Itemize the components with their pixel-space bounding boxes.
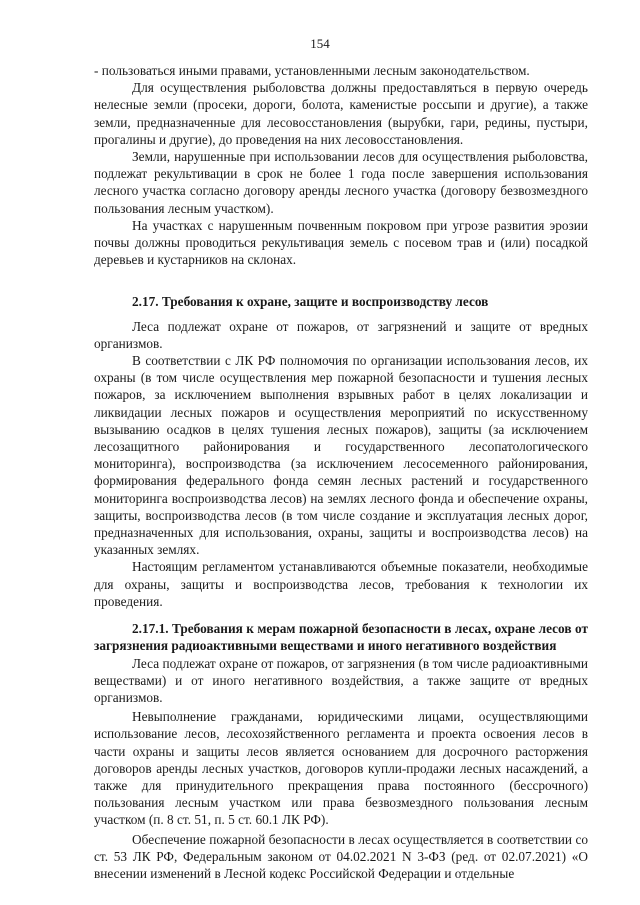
section-heading-2-17-1: 2.17.1. Требования к мерам пожарной безопасности в лесах, охране лесов от загрязнения радиоактивными веществами и иного негативного воздействия (94, 621, 588, 654)
paragraph: Невыполнение гражданами, юридическими лицами, осуществляющими использование лесов, лесохозяйственного регламента и проекта освоения лесов в части охраны и защиты лесов является основанием для досрочного расторжения договоров аренды лесных участков, договоров купли-продажи лесных насаждений, а также для принудительного прекращения права постоянного (бессрочного) пользования лесным участком или права безвозмездного пользования лесным участком (п. 8 ст. 51, п. 5 ст. 60.1 ЛК РФ). (94, 709, 588, 828)
document-body (94, 62, 588, 882)
paragraph: Обеспечение пожарной безопасности в лесах осуществляется в соответствии со ст. 53 ЛК РФ, Федеральным законом от 04.02.2021 N 3-ФЗ (ред. от 02.07.2021) «О внесении изменений в Лесной кодекс Российской Федерации и отдельные (94, 831, 588, 881)
paragraph: Леса подлежат охране от пожаров, от загрязнений и защите от вредных организмов. (94, 318, 588, 351)
paragraph: На участках с нарушенным почвенным покровом при угрозе развития эрозии почвы должны проводиться рекультивация земель с посевом трав и (или) посадкой деревьев и кустарников на склонах. (94, 217, 588, 268)
paragraph: Для осуществления рыболовства должны предоставляться в первую очередь нелесные земли (просеки, дороги, болота, каменистые россыпи и другие), а также земли, предназначенные для лесовосстановления (вырубки, гари, редины, пустыри, прогалины и другие), до проведения на них лесовосстановления. (94, 80, 588, 147)
paragraph: В соответствии с ЛК РФ полномочия по организации использования лесов, их охраны (в том числе осуществления мер пожарной безопасности и тушения лесных пожаров, за исключением выполнения взрывных работ в целях локализации и ликвидации лесных пожаров и осуществления мероприятий по искусственному вызыванию осадков в целях тушения лесных пожаров), защиты (за исключением лесозащитного районирования и государственного лесопатологического мониторинга), воспроизводства (за исключением лесосеменного районирования, формирования федерального фонда семян лесных растений и государственного мониторинга воспроизводства лесов) на землях лесного фонда и обеспечение охраны, защиты, воспроизводства лесов (в том числе создание и эксплуатация лесных дорог, предназначенных для использования, охраны, защиты и воспроизводства лесов) на указанных землях. (94, 353, 588, 558)
paragraph: Леса подлежат охране от пожаров, от загрязнения (в том числе радиоактивными веществами) и от иного негативного воздействия, а также защите от вредных организмов. (94, 655, 588, 705)
page-number: 154 (310, 36, 330, 51)
paragraph: Настоящим регламентом устанавливаются объемные показатели, необходимые для охраны, защиты и воспроизводства лесов, требования к технологии их проведения. (94, 559, 588, 609)
section-heading-2-17: 2.17. Требования к охране, защите и воспроизводству лесов (132, 294, 489, 310)
paragraph: - пользоваться иными правами, установленными лесным законодательством. (94, 63, 530, 78)
paragraph: Земли, нарушенные при использовании лесов для осуществления рыболовства, подлежат рекультивации в срок не более 1 года после завершения использования лесного участка согласно договору аренды лесного участка (договору безвозмездного пользования лесным участком). (94, 149, 588, 216)
